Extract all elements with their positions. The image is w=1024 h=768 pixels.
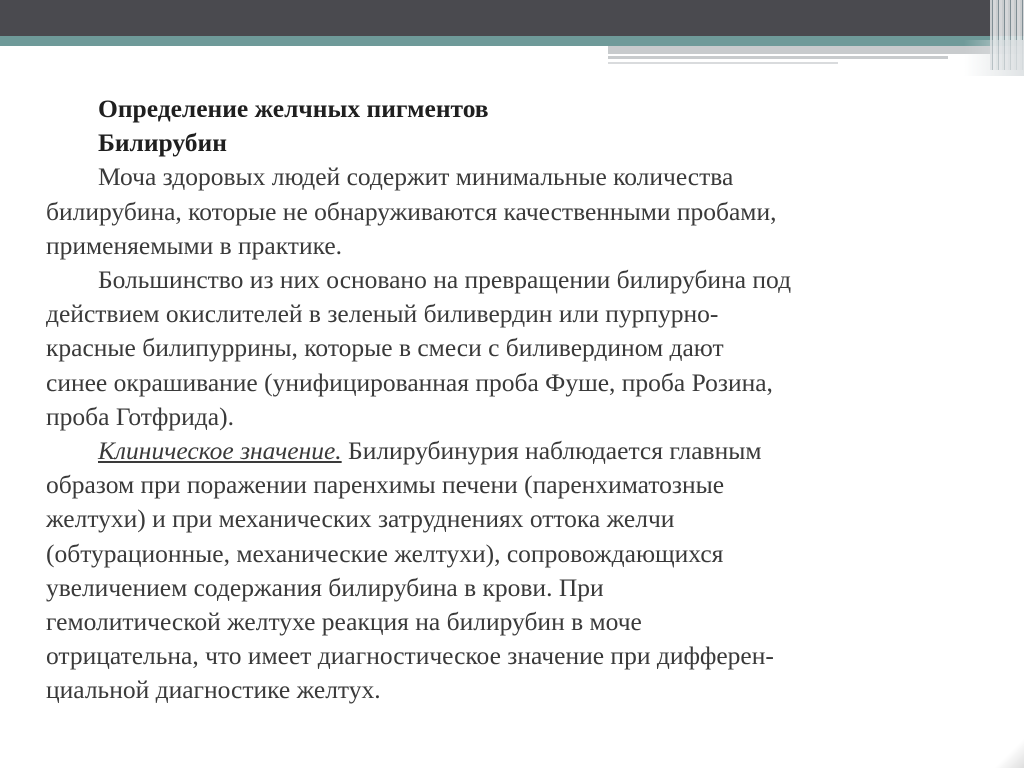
paragraph-line: применяемыми в практике. [46, 230, 343, 260]
paragraph-first-line [46, 434, 966, 468]
paragraph-line: синее окрашивание (унифицированная проба Фуше, проба Розина, [46, 367, 773, 397]
paragraph-line: образом при поражении паренхимы печени (паренхиматозные [46, 470, 725, 500]
slide-body [46, 92, 966, 708]
page-curl-decoration [994, 738, 1024, 768]
accent-rule [0, 36, 1024, 46]
decorative-rule [608, 46, 1024, 54]
section-subtitle: Билирубин [98, 128, 227, 158]
section-title: Определение желчных пигментов [98, 94, 489, 123]
paragraph-line: желтухи) и при механических затруднениях оттока желчи [46, 504, 675, 534]
paragraph-line: отрицательна, что имеет диагностическое значение при дифферен- [46, 641, 774, 671]
decorative-thin-rule [608, 56, 948, 59]
paragraph-2 [46, 263, 966, 434]
clinical-significance-label: Клиническое значение. [98, 436, 342, 466]
paragraph-3 [46, 434, 966, 708]
paragraph-line: (обтурационные, механические желтухи), сопровождающихся [46, 538, 724, 568]
paragraph-1 [46, 160, 966, 263]
paragraph-line-rest: Билирубинурия наблюдается главным [341, 436, 762, 466]
edge-fade-decoration [964, 40, 1024, 76]
paragraph-line: билирубина, которые не обнаруживаются качественными пробами, [46, 196, 777, 226]
paragraph-line: увеличением содержания билирубина в крови. При [46, 572, 604, 602]
paragraph-line: проба Готфрида). [46, 401, 234, 431]
paragraph-line: циальной диагностике желтух. [46, 675, 381, 705]
paragraph-line: действием окислителей в зеленый биливердин или пурпурно- [46, 299, 719, 329]
header-band [0, 0, 1024, 36]
paragraph-line: гемолитической желтухе реакция на билирубин в моче [46, 607, 642, 637]
decorative-thin-rule-2 [608, 62, 838, 64]
paragraph-line: красные билипуррины, которые в смеси с биливердином дают [46, 333, 724, 363]
paragraph-line: Большинство из них основано на превращении билирубина под [98, 265, 792, 295]
paragraph-line: Моча здоровых людей содержит минимальные количества [98, 162, 734, 192]
